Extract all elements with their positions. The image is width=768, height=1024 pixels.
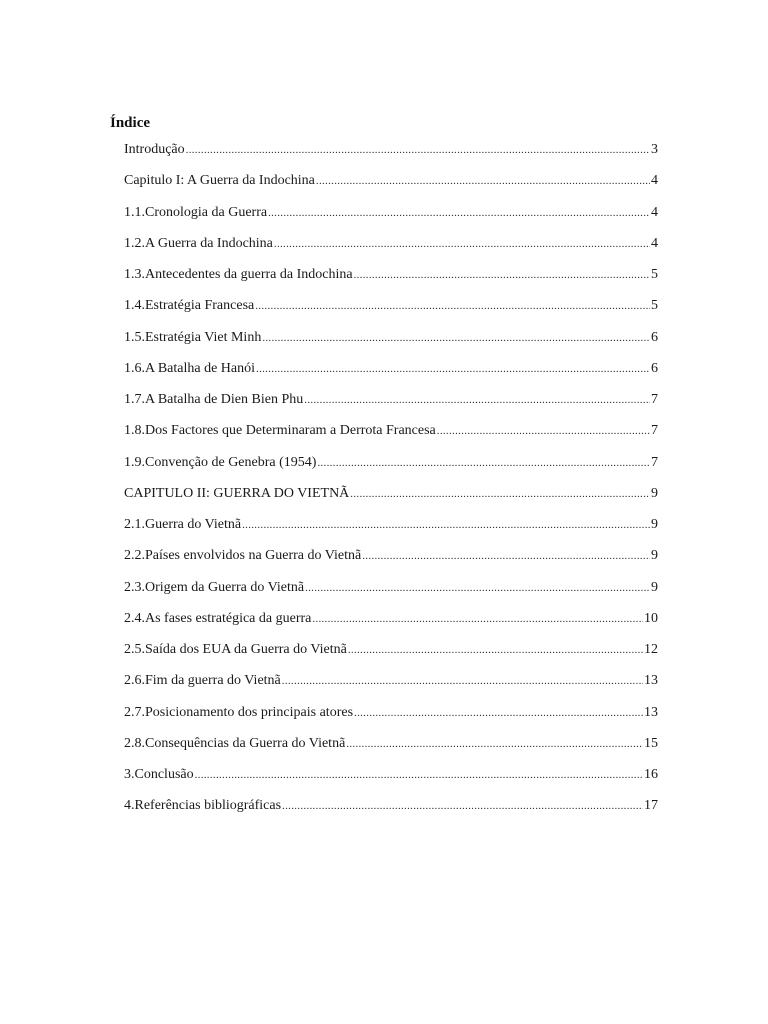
- toc-entry[interactable]: [124, 359, 658, 390]
- dot-leader: [316, 171, 650, 191]
- toc-entry-title: 2.7.Posicionamento dos principais atores: [124, 704, 354, 720]
- toc-entry[interactable]: [124, 484, 658, 515]
- toc-entry-page: 16: [644, 767, 658, 782]
- toc-entry-page: 10: [644, 610, 658, 626]
- toc-entry-page: 3: [651, 142, 658, 157]
- toc-entry[interactable]: [124, 234, 658, 265]
- toc-entry-page: 5: [651, 298, 658, 314]
- toc-entry-page: 6: [651, 360, 658, 376]
- dot-leader: [268, 203, 650, 223]
- toc-entry[interactable]: [124, 609, 658, 640]
- toc-entry-title: 2.1.Guerra do Vietnã: [124, 517, 242, 532]
- toc-entry[interactable]: [124, 453, 658, 484]
- toc-entry-title: 1.7.A Batalha de Dien Bien Phu: [124, 392, 304, 407]
- table-of-contents: [124, 140, 658, 828]
- toc-entry[interactable]: [124, 421, 658, 452]
- toc-entry[interactable]: [124, 203, 658, 234]
- toc-entry[interactable]: [124, 390, 658, 421]
- toc-entry-title: CAPITULO II: GUERRA DO VIETNÃ: [124, 485, 350, 501]
- toc-entry-title: 1.4.Estratégia Francesa: [124, 298, 255, 314]
- toc-entry-title: 1.3.Antecedentes da guerra da Indochina: [124, 267, 353, 282]
- toc-entry-title: 2.6.Fim da guerra do Vietnã: [124, 673, 281, 689]
- toc-entry-page: 7: [651, 454, 658, 470]
- toc-entry[interactable]: [124, 546, 658, 577]
- dot-leader: [437, 421, 650, 441]
- toc-entry-page: 9: [651, 548, 658, 564]
- dot-leader: [312, 609, 643, 629]
- toc-entry-title: 1.9.Convenção de Genebra (1954): [124, 454, 317, 470]
- dot-leader: [346, 734, 643, 754]
- dot-leader: [304, 390, 650, 410]
- toc-entry-page: 7: [651, 392, 658, 407]
- toc-entry-title: 4.Referências bibliográficas: [124, 798, 282, 814]
- toc-entry-page: 4: [651, 235, 658, 251]
- toc-heading: Índice: [110, 115, 151, 131]
- dot-leader: [255, 296, 650, 316]
- toc-entry[interactable]: [124, 328, 658, 359]
- toc-entry[interactable]: [124, 796, 658, 827]
- toc-entry-page: 15: [644, 735, 658, 751]
- toc-entry[interactable]: [124, 171, 658, 202]
- toc-entry-title: 2.5.Saída dos EUA da Guerra do Vietnã: [124, 642, 347, 657]
- toc-entry-page: 13: [644, 673, 658, 689]
- toc-entry-title: Introdução: [124, 142, 185, 157]
- dot-leader: [186, 140, 650, 160]
- dot-leader: [195, 765, 643, 785]
- toc-entry-page: 4: [651, 173, 658, 189]
- toc-entry-page: 7: [651, 423, 658, 439]
- dot-leader: [305, 578, 650, 598]
- toc-entry-page: 5: [651, 267, 658, 282]
- toc-entry-title: 1.5.Estratégia Viet Minh: [124, 329, 262, 345]
- toc-entry[interactable]: [124, 640, 658, 671]
- dot-leader: [348, 640, 643, 660]
- toc-entry-title: 1.1.Cronologia da Guerra: [124, 204, 268, 220]
- toc-entry-page: 4: [651, 204, 658, 220]
- toc-entry-title: 2.4.As fases estratégica da guerra: [124, 610, 312, 626]
- toc-entry[interactable]: [124, 734, 658, 765]
- toc-entry[interactable]: [124, 578, 658, 609]
- toc-entry-title: 3.Conclusão: [124, 767, 194, 782]
- toc-entry[interactable]: [124, 296, 658, 327]
- dot-leader: [350, 484, 650, 504]
- toc-entry-page: 9: [651, 517, 658, 532]
- toc-entry-page: 6: [651, 329, 658, 345]
- toc-entry-page: 13: [644, 704, 658, 720]
- toc-entry-page: 9: [651, 579, 658, 595]
- toc-entry-title: 1.8.Dos Factores que Determinaram a Derrota Francesa: [124, 423, 436, 439]
- toc-entry-page: 12: [644, 642, 658, 657]
- toc-entry-page: 9: [651, 485, 658, 501]
- dot-leader: [282, 796, 643, 816]
- dot-leader: [362, 546, 650, 566]
- toc-entry[interactable]: [124, 765, 658, 796]
- dot-leader: [262, 328, 650, 348]
- dot-leader: [274, 234, 650, 254]
- toc-entry[interactable]: [124, 265, 658, 296]
- toc-entry-title: 2.2.Países envolvidos na Guerra do Vietnã: [124, 548, 362, 564]
- toc-entry-title: 1.2.A Guerra da Indochina: [124, 235, 273, 251]
- dot-leader: [354, 265, 650, 285]
- dot-leader: [242, 515, 650, 535]
- toc-entry-page: 17: [644, 798, 658, 814]
- dot-leader: [282, 671, 643, 691]
- dot-leader: [354, 703, 643, 723]
- toc-entry[interactable]: [124, 140, 658, 171]
- toc-entry-title: Capitulo I: A Guerra da Indochina: [124, 173, 315, 189]
- dot-leader: [317, 453, 650, 473]
- dot-leader: [256, 359, 650, 379]
- toc-entry-title: 2.8.Consequências da Guerra do Vietnã: [124, 735, 346, 751]
- toc-entry[interactable]: [124, 515, 658, 546]
- toc-entry-title: 2.3.Origem da Guerra do Vietnã: [124, 579, 305, 595]
- toc-entry[interactable]: [124, 703, 658, 734]
- toc-entry[interactable]: [124, 671, 658, 702]
- toc-entry-title: 1.6.A Batalha de Hanói: [124, 360, 256, 376]
